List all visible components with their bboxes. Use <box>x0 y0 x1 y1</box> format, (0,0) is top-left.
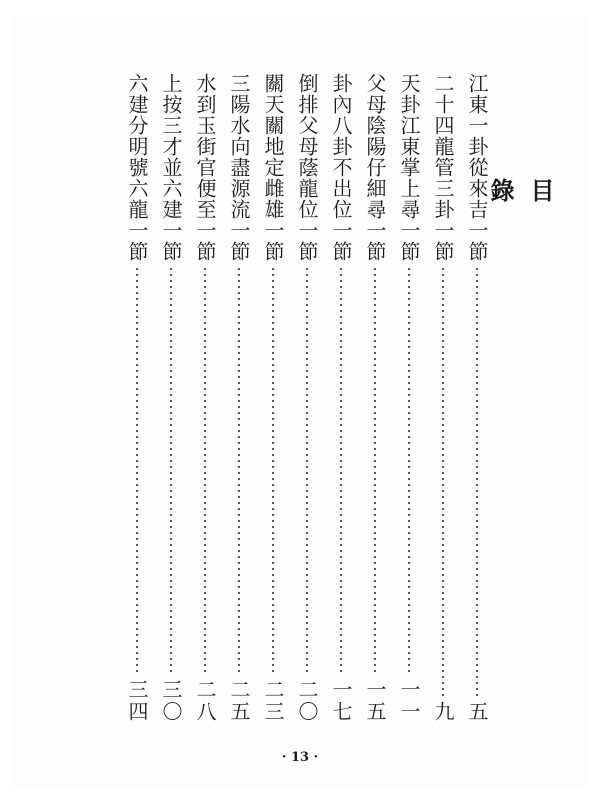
toc-entry-page: 三〇 <box>159 679 183 723</box>
toc-entry-page: 一七 <box>329 679 353 723</box>
toc-entry-title: 天卦江東掌上尋一節 <box>397 73 421 262</box>
toc-leader-dots <box>238 266 240 675</box>
toc-entry-page: 一一 <box>397 679 421 723</box>
toc-entry <box>395 73 423 723</box>
toc-entry <box>327 73 355 723</box>
toc-leader-dots <box>170 266 172 675</box>
toc-leader-dots <box>136 266 138 675</box>
toc-entry-title: 卦內八卦不出位一節 <box>329 73 353 262</box>
toc-entry-page: 二八 <box>193 679 217 723</box>
toc-entry <box>429 73 457 723</box>
toc-entry <box>123 73 151 723</box>
toc-entry-page: 二五 <box>227 679 251 723</box>
toc-leader-dots <box>374 266 376 675</box>
toc-entry-title: 上按三才並六建一節 <box>159 73 183 262</box>
toc-entry-page: 三四 <box>125 679 149 723</box>
toc-leader-dots <box>476 266 478 697</box>
toc-leader-dots <box>306 266 308 675</box>
page-number: · 13 · <box>281 750 319 765</box>
toc-entry-page: 二三 <box>261 679 285 723</box>
toc-entry-page: 二〇 <box>295 679 319 723</box>
toc-entry-title: 倒排父母蔭龍位一節 <box>295 73 319 262</box>
toc-entry <box>259 73 287 723</box>
toc-entry-title: 關天關地定雌雄一節 <box>261 73 285 262</box>
toc-entry-page: 五 <box>465 701 489 723</box>
toc-leader-dots <box>442 266 444 697</box>
toc-entry <box>463 73 491 723</box>
toc-entry <box>157 73 185 723</box>
toc-entry-page: 一五 <box>363 679 387 723</box>
toc-entry-page: 九 <box>431 701 455 723</box>
toc-leader-dots <box>408 266 410 675</box>
toc-entry-title: 父母陰陽仔細尋一節 <box>363 73 387 262</box>
toc-leader-dots <box>272 266 274 675</box>
toc-entry <box>293 73 321 723</box>
toc-entry <box>191 73 219 723</box>
toc-leader-dots <box>204 266 206 675</box>
toc-entry-title: 二十四龍管三卦一節 <box>431 73 455 262</box>
toc-entry-title: 水到玉街官便至一節 <box>193 73 217 262</box>
toc-entry-title: 江東一卦從來吉一節 <box>465 73 489 262</box>
toc-entry-title: 三陽水向盡源流一節 <box>227 73 251 262</box>
toc-heading: 目錄 <box>486 178 555 252</box>
toc-entry <box>361 73 389 723</box>
toc-leader-dots <box>340 266 342 675</box>
toc-entry <box>225 73 253 723</box>
toc-entry-title: 六建分明號六龍一節 <box>125 73 149 262</box>
